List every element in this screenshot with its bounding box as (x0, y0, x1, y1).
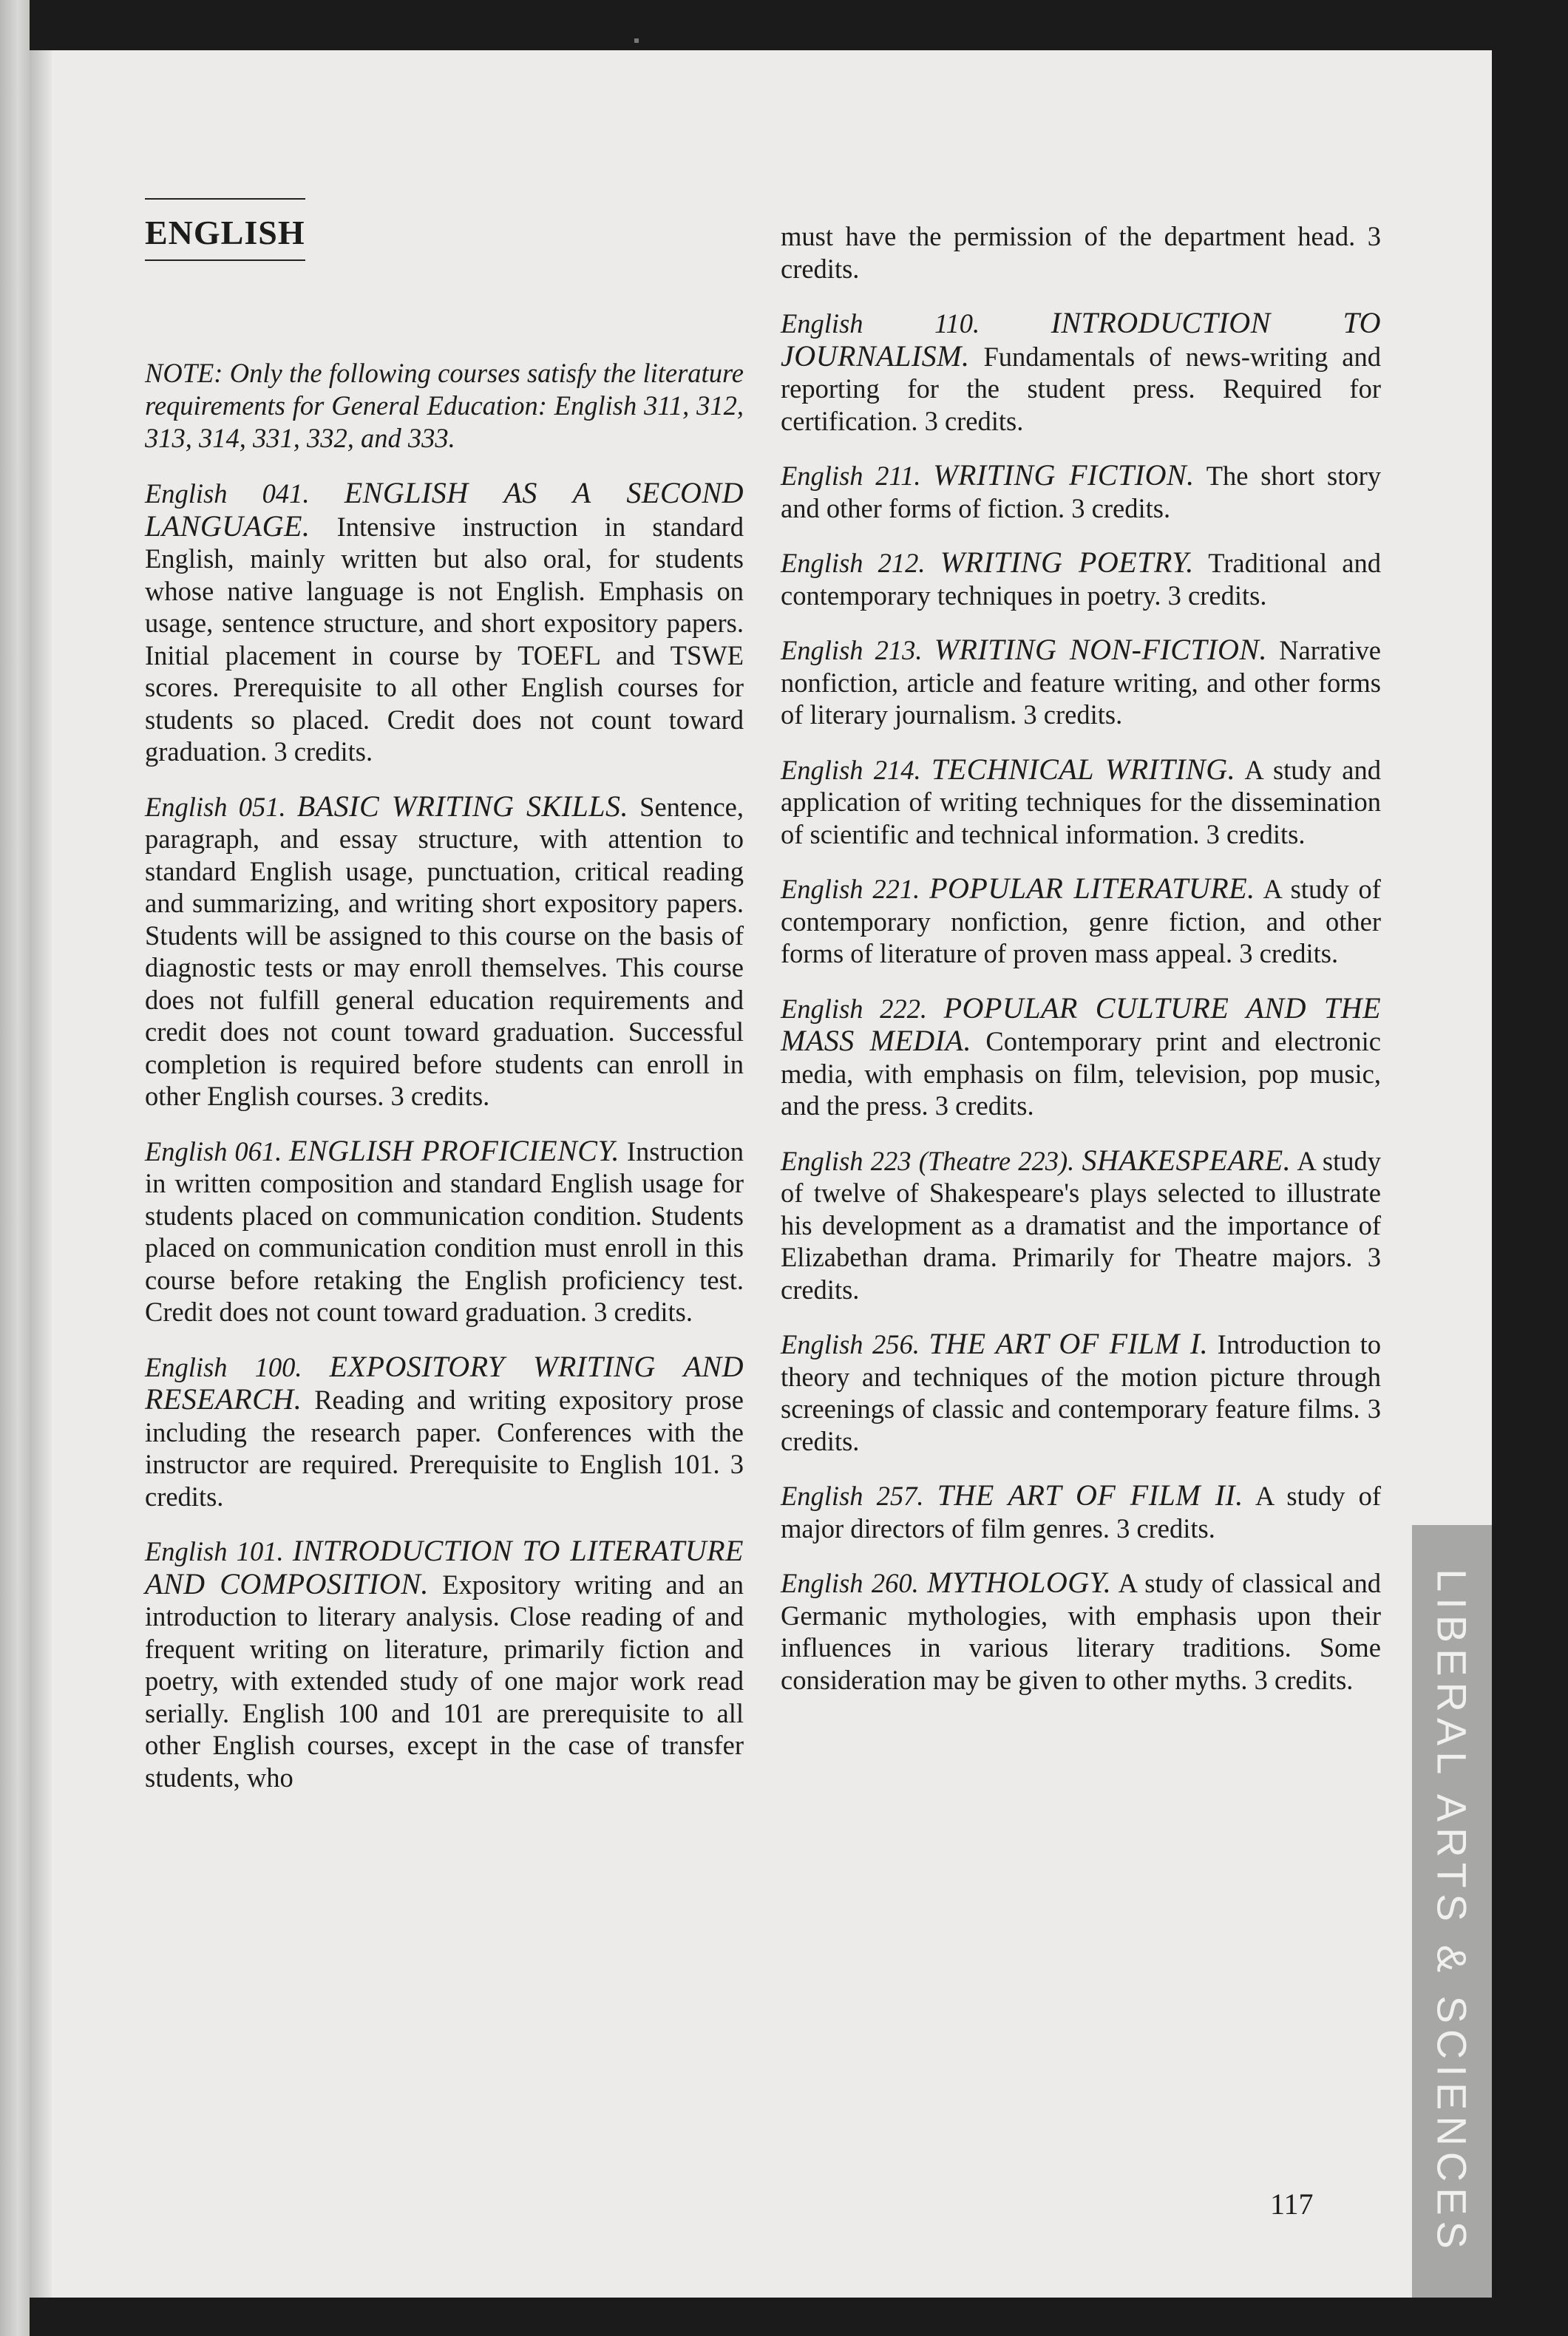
course-entry: English 256. THE ART OF FILM I. Introduction to theory and techniques of the motion picture through screenings of classic and contemporary feature films. 3 credits. (781, 1327, 1382, 1456)
print-mark (634, 38, 639, 43)
course-entry: English 100. EXPOSITORY WRITING AND RESEARCH. Reading and writing expository prose including the research paper. Conferences with the instructor are required. Prerequisite to English 101. 3 credits. (145, 1349, 744, 1512)
page-curl-shadow (30, 50, 52, 2298)
continued-text: must have the permission of the department head. 3 credits. (781, 221, 1381, 284)
course-entry: English 222. POPULAR CULTURE AND THE MASS MEDIA. Contemporary print and electronic media, with emphasis on film, television, pop music, and the press. 3 credits. (781, 991, 1382, 1121)
gen-ed-note: NOTE: Only the following courses satisfy the literature requirements for General Education: English 311, 312, 313, 314, 331, 332, and 333. (145, 358, 744, 453)
catalog-page (43, 50, 1492, 2298)
left-column (145, 198, 744, 1816)
course-entry: English 110. INTRODUCTION TO JOURNALISM. Fundamentals of news-writing and reporting for the student press. Required for certification. 3 credits. (781, 306, 1381, 436)
side-tab-label: LIBERAL ARTS & SCIENCES (1428, 1568, 1476, 2255)
page-number: 117 (1270, 2187, 1314, 2221)
course-entry: English 051. BASIC WRITING SKILLS. Sentence, paragraph, and essay structure, with attention to standard English usage, punctuation, critical reading and summarizing, and writing short expository papers. Students will be assigned to this course on the basis of diagnostic tests or may enroll themselves. This course does not fulfill general education requirements and credit does not count toward graduation. Successful completion is required before students can enroll in other English courses. 3 credits. (145, 789, 744, 1111)
section-side-tab (1412, 1525, 1492, 2298)
course-entry: English 211. WRITING FICTION. The short story and other forms of fiction. 3 credits. (781, 458, 1382, 523)
course-entry: English 212. WRITING POETRY. Traditional and contemporary techniques in poetry. 3 credits. (781, 546, 1381, 611)
right-column (781, 220, 1381, 1718)
course-entry: English 041. ENGLISH AS A SECOND LANGUAGE. Intensive instruction in standard English, mainly written but also oral, for students whose native language is not English. Emphasis on usage, sentence structure, and short expository papers. Initial placement in course by TOEFL and TSWE scores. Prerequisite to all other English courses for students so placed. Credit does not count toward graduation. 3 credits. (145, 476, 744, 767)
section-heading: ENGLISH (145, 198, 305, 261)
course-entry: English 101. INTRODUCTION TO LITERATURE AND COMPOSITION. Expository writing and an introduction to literary analysis. Close reading of and frequent writing on literature, primarily fiction and poetry, with extended study of one major work read serially. English 100 and 101 are prerequisite to all other English courses, except in the case of transfer students, who (145, 1534, 744, 1793)
course-entry: English 214. TECHNICAL WRITING. A study and application of writing techniques for the dissemination of scientific and technical information. 3 credits. (781, 752, 1381, 849)
course-entry: English 061. ENGLISH PROFICIENCY. Instruction in written composition and standard English usage for students placed on communication condition. Students placed on communication condition must enroll in this course before retaking the English proficiency test. Credit does not count toward graduation. 3 credits. (145, 1133, 744, 1327)
book-gutter (0, 0, 30, 2336)
course-entry: English 223 (Theatre 223). SHAKESPEARE. A study of twelve of Shakespeare's plays selected to illustrate his development as a dramatist and the importance of Elizabethan drama. Primarily for Theatre majors. 3 credits. (781, 1143, 1381, 1305)
course-entry: English 213. WRITING NON-FICTION. Narrative nonfiction, article and feature writing, and other forms of literary journalism. 3 credits. (781, 633, 1381, 730)
course-entry: English 257. THE ART OF FILM II. A study of major directors of film genres. 3 credits. (781, 1478, 1381, 1544)
course-entry: English 221. POPULAR LITERATURE. A study of contemporary nonfiction, genre fiction, and other forms of literature of proven mass appeal. 3 credits. (781, 872, 1381, 968)
course-entry: English 260. MYTHOLOGY. A study of classical and Germanic mythologies, with emphasis upon their influences in various literary traditions. Some consideration may be given to other myths. 3 credits. (781, 1566, 1382, 1695)
